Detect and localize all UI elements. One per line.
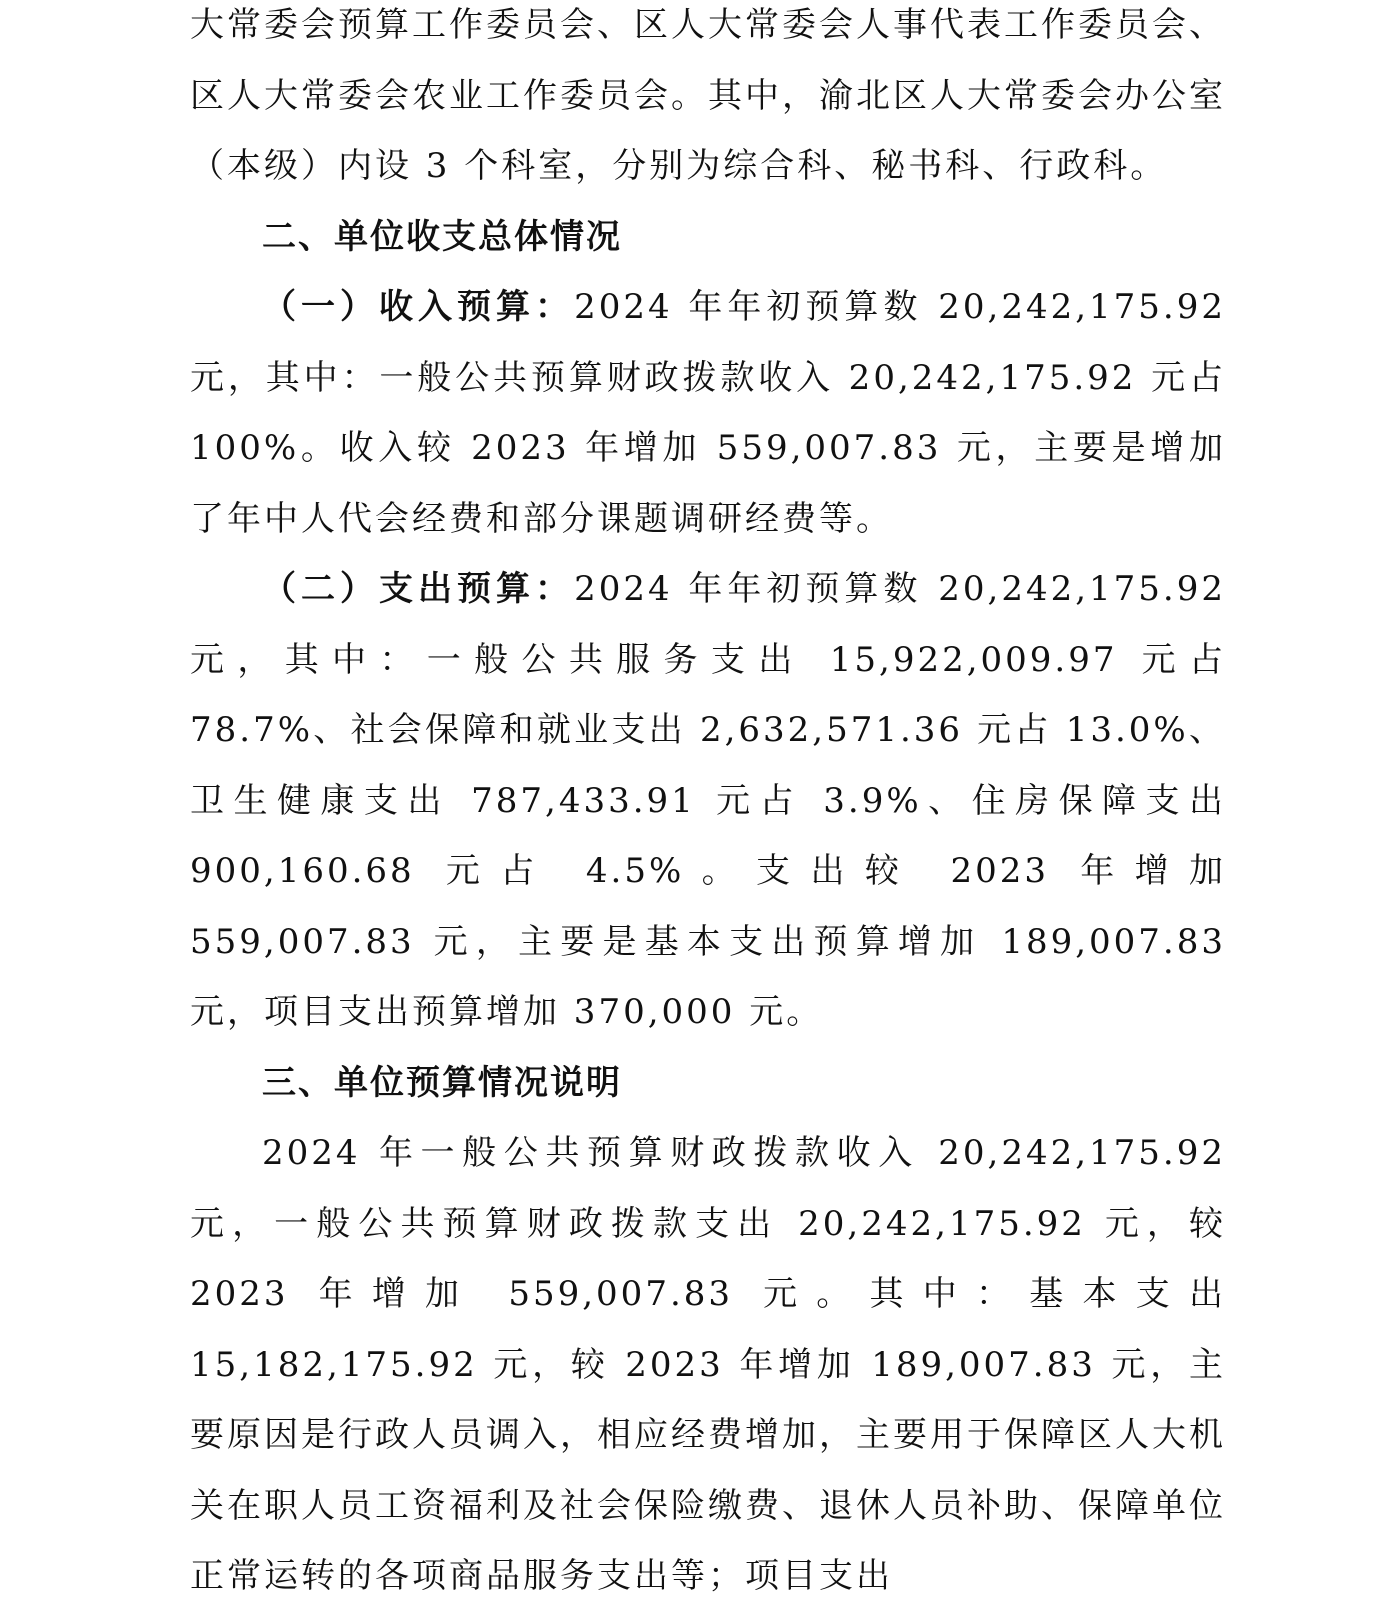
expenditure-budget-label: （二）支出预算： bbox=[262, 569, 575, 609]
income-budget-label: （一）收入预算： bbox=[262, 287, 575, 327]
heading-overall-income-expenditure: 二、单位收支总体情况 bbox=[262, 216, 622, 257]
paragraph-expenditure-budget bbox=[190, 554, 1226, 1048]
paragraph-budget-explanation: 2024 年一般公共预算财政拨款收入 20,242,175.92 元，一般公共预算财政拨款支出 20,242,175.92 元，较 2023 年增加 559,007.83 元。其中：基本支出 15,182,175.92 元，较 2023 年增加 189,007.83 元，主要原因是行政人员调入，相应经费增加，主要用于保障区人大机关在职人员工资福利及社会保险缴费、退休人员补助、保障单位正常运转的各项商品服务支出等；项目支出 bbox=[190, 1133, 1226, 1596]
paragraph-organization: 大常委会预算工作委员会、区人大常委会人事代表工作委员会、区人大常委会农业工作委员会。其中，渝北区人大常委会办公室（本级）内设 3 个科室，分别为综合科、秘书科、行政科。 bbox=[190, 5, 1226, 186]
document-page bbox=[190, 0, 1226, 1612]
expenditure-budget-text: 2024 年年初预算数 20,242,175.92 元，其中：一般公共服务支出 15,922,009.97 元占 78.7%、社会保障和就业支出 2,632,571.36 元占 13.0%、卫生健康支出 787,433.91 元占 3.9%、住房保障支出 900,160.68 元占 4.5%。支出较 2023 年增加 559,007.83 元，主要是基本支出预算增加 189,007.83 元，项目支出预算增加 370,000 元。 bbox=[190, 569, 1227, 1032]
paragraph-income-budget bbox=[190, 272, 1226, 554]
income-budget-text: 2024 年年初预算数 20,242,175.92 元，其中：一般公共预算财政拨款收入 20,242,175.92 元占 100%。收入较 2023 年增加 559,007.83 元，主要是增加了年中人代会经费和部分课题调研经费等。 bbox=[190, 287, 1227, 539]
heading-budget-explanation: 三、单位预算情况说明 bbox=[262, 1062, 622, 1103]
